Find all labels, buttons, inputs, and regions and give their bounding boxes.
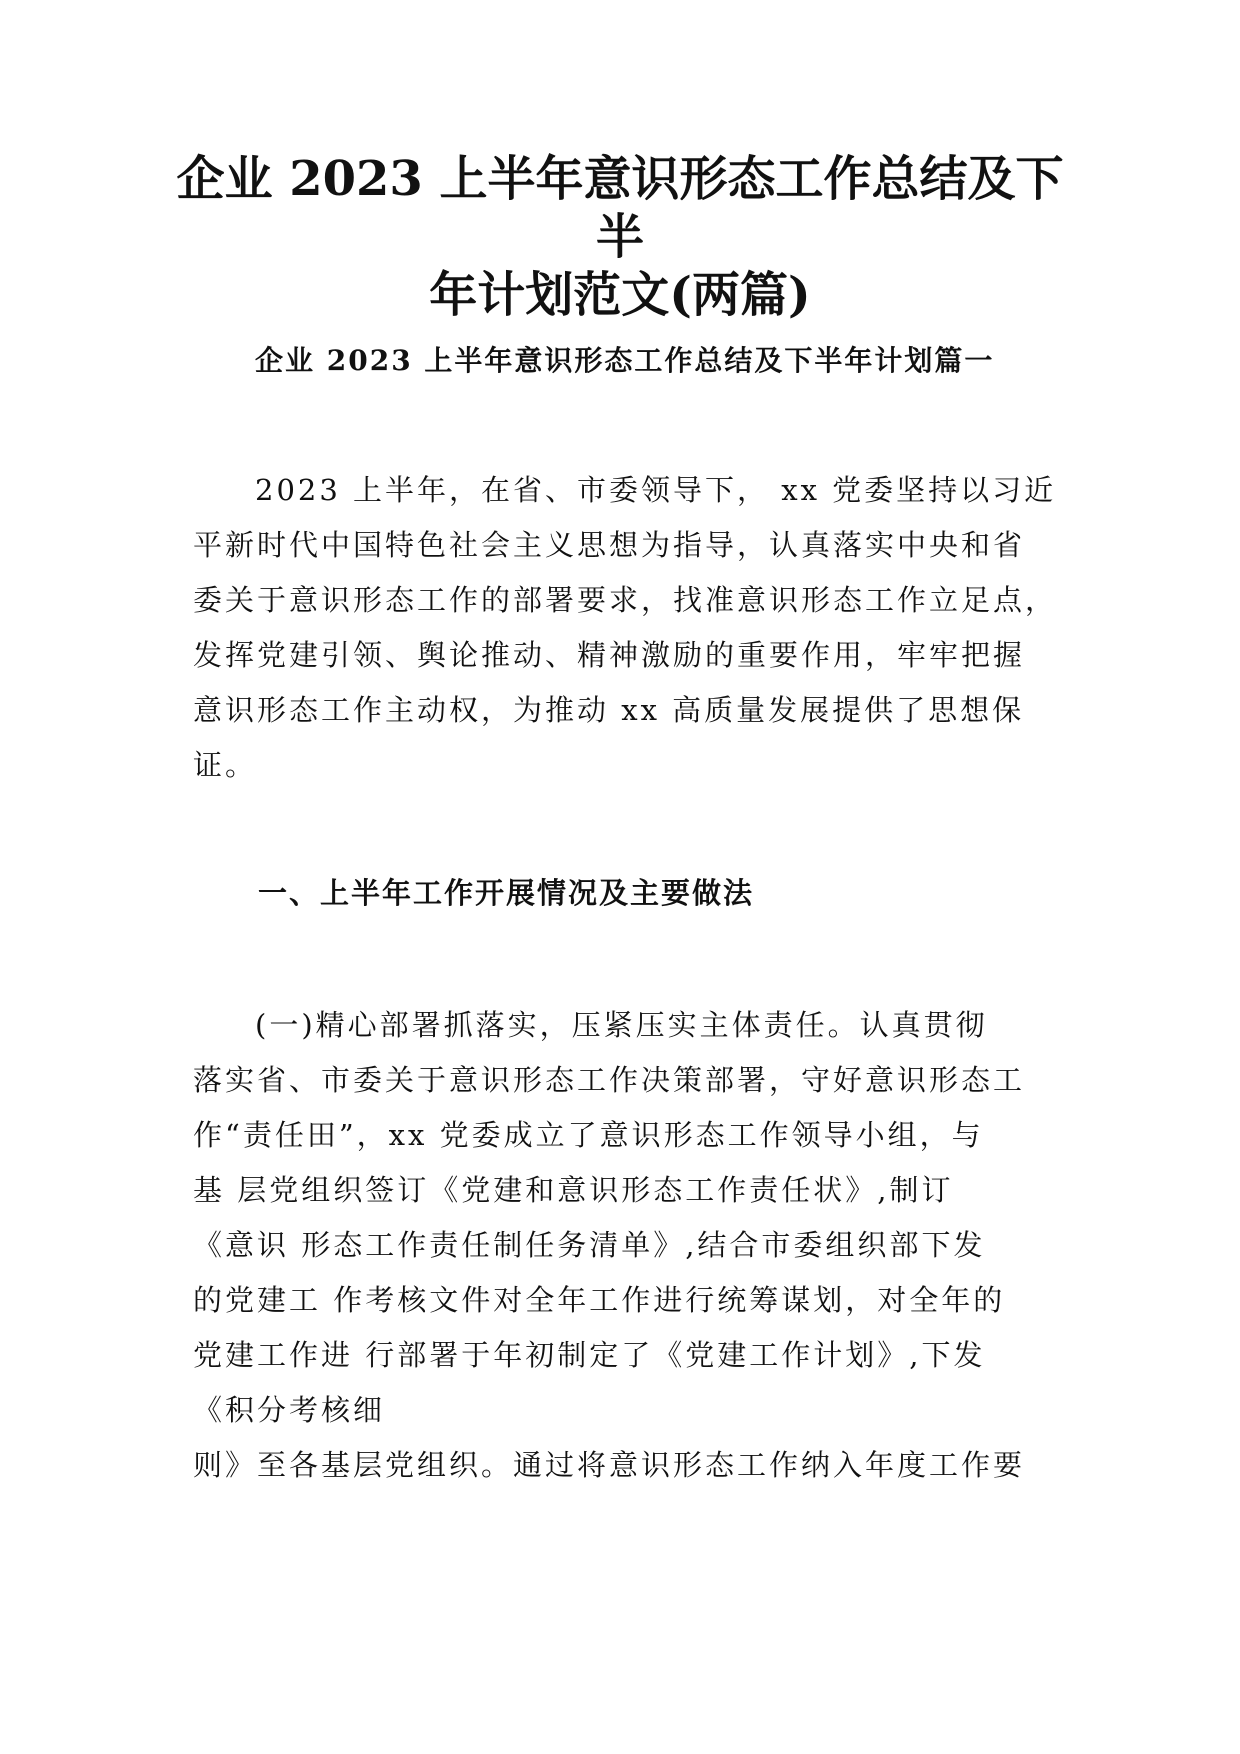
paragraph-line: 党建工作进 行部署于年初制定了《党建工作计划》,下发 xyxy=(193,1338,986,1372)
intro-paragraph xyxy=(193,463,1058,793)
paragraph-line: 证。 xyxy=(193,748,258,782)
paragraph-line: 则》至各基层党组织。通过将意识形态工作纳入年度工作要 xyxy=(193,1448,1026,1482)
document-title xyxy=(160,150,1080,324)
article-subtitle: 企业 2023 上半年意识形态工作总结及下半年计划篇一 xyxy=(255,344,995,377)
paragraph-line: 意识形态工作主动权，为推动 xx 高质量发展提供了思想保 xyxy=(193,693,1025,727)
paragraph-line: 《意识 形态工作责任制任务清单》,结合市委组织部下发 xyxy=(193,1228,986,1262)
section-heading: 一、上半年工作开展情况及主要做法 xyxy=(258,876,755,910)
title-line: 企业 2023 上半年意识形态工作总结及下半 xyxy=(176,151,1064,265)
paragraph-line: 《积分考核细 xyxy=(193,1393,386,1427)
paragraph-line: (一)精心部署抓落实，压紧压实主体责任。认真贯彻 xyxy=(255,1008,988,1042)
paragraph-line: 发挥党建引领、舆论推动、精神激励的重要作用，牢牢把握 xyxy=(193,638,1026,672)
title-line: 年计划范文(两篇) xyxy=(429,267,811,323)
paragraph-line: 基 层党组织签订《党建和意识形态工作责任状》,制订 xyxy=(193,1173,954,1207)
paragraph-line: 的党建工 作考核文件对全年工作进行统筹谋划，对全年的 xyxy=(193,1283,1006,1317)
paragraph-line: 2023 上半年，在省、市委领导下， xx 党委坚持以习近 xyxy=(255,473,1057,507)
paragraph-line: 委关于意识形态工作的部署要求，找准意识形态工作立足点， xyxy=(193,583,1058,617)
body-paragraph xyxy=(193,998,1053,1493)
paragraph-line: 落实省、市委关于意识形态工作决策部署，守好意识形态工 xyxy=(193,1063,1026,1097)
paragraph-line: 平新时代中国特色社会主义思想为指导，认真落实中央和省 xyxy=(193,528,1026,562)
paragraph-line: 作“责任田”，xx 党委成立了意识形态工作领导小组，与 xyxy=(193,1118,984,1152)
